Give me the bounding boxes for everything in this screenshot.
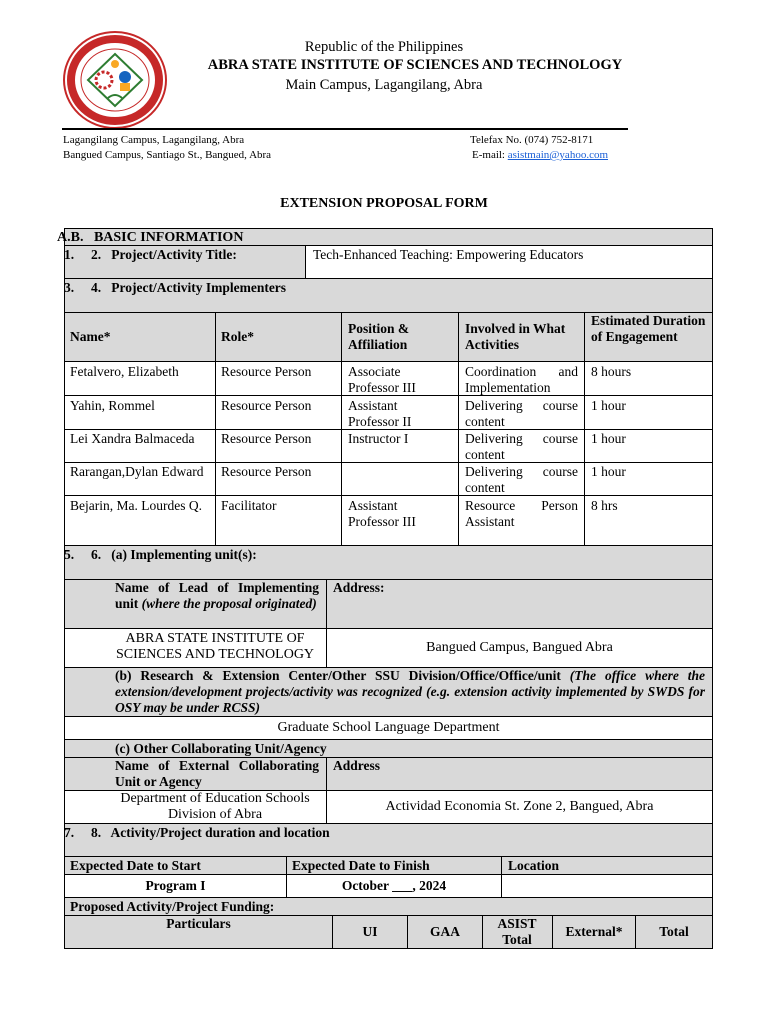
- header-left-address-2: Bangued Campus, Santiago St., Bangued, Abra: [63, 149, 272, 161]
- ext-address-label-cell: [326, 757, 713, 791]
- impl-vline-1: [215, 361, 216, 546]
- header-left-address-1: Lagangilang Campus, Lagangilang, Abra: [63, 134, 245, 146]
- impl-r5-name: Bejarin, Ma. Lourdes Q.: [70, 498, 202, 513]
- ext-label: Name of External Collaborating Unit or Agency: [115, 758, 319, 789]
- impl-header-activities: Involved in What Activities: [465, 321, 566, 352]
- impl-r5-duration: 8 hrs: [591, 498, 618, 513]
- impl-r5-role: Facilitator: [221, 498, 277, 513]
- impl-r1-name: Fetalvero, Elizabeth: [70, 364, 179, 379]
- impl-r3-duration: 1 hour: [591, 431, 626, 446]
- impl-header-position: Position & Affiliation: [348, 321, 410, 352]
- finish-label: Expected Date to Finish: [292, 858, 430, 873]
- funding-h-external: External*: [565, 924, 623, 939]
- location-label: Location: [508, 858, 560, 873]
- lead-label-a: Name of Lead of Implementing unit: [115, 580, 319, 611]
- impl-r1-activities: Coordination and Implementation: [465, 364, 578, 395]
- start-label: Expected Date to Start: [70, 858, 201, 873]
- lead-label-b: (where the proposal originated): [141, 596, 317, 611]
- impl-r4-activities: Delivering course content: [465, 464, 578, 495]
- q5-label: 5. 6. (a) Implementing unit(s):: [64, 547, 257, 562]
- impl-header-name: Name*: [70, 329, 111, 344]
- address-label: Address:: [333, 580, 385, 595]
- b-value: Graduate School Language Department: [277, 720, 500, 735]
- impl-r4-duration: 1 hour: [591, 464, 626, 479]
- funding-h-gaa: GAA: [430, 924, 460, 939]
- ext-address-value: Actividad Economia St. Zone 2, Bangued, Abra: [385, 799, 654, 814]
- impl-header-duration: Estimated Duration of Engagement: [591, 313, 706, 344]
- impl-r3-name: Lei Xandra Balmaceda: [70, 431, 195, 446]
- impl-r5-activities: Resource Person Assistant: [465, 498, 578, 529]
- finish-value: October ___, 2024: [341, 878, 447, 893]
- funding-h-particulars: Particulars: [166, 916, 231, 931]
- impl-r2-duration: 1 hour: [591, 398, 626, 413]
- b-label-b: (The office where the extension/development projects/activity was recognized (e.g. extension activity implemented by SWDS for OSY may be under RCSS): [115, 668, 705, 715]
- impl-r2-activities: Delivering course content: [465, 398, 578, 429]
- impl-header-role: Role*: [221, 329, 254, 344]
- header-rule: [62, 128, 628, 130]
- impl-vline-2: [341, 361, 342, 546]
- impl-r4-name: Rarangan,Dylan Edward: [70, 464, 204, 479]
- impl-r4-role: Resource Person: [221, 464, 312, 479]
- email-label: E-mail:: [472, 149, 508, 161]
- lead-label: [115, 580, 319, 612]
- header-telefax: Telefax No. (074) 752-8171: [470, 134, 594, 146]
- funding-label: Proposed Activity/Project Funding:: [70, 899, 275, 914]
- impl-r2-role: Resource Person: [221, 398, 312, 413]
- impl-r5-position: Assistant Professor III: [348, 498, 416, 529]
- q3-label: 3. 4. Project/Activity Implementers: [64, 280, 287, 295]
- impl-r2-position: Assistant Professor II: [348, 398, 412, 429]
- form-title: EXTENSION PROPOSAL FORM: [280, 196, 488, 211]
- q1-label: 1. 2. Project/Activity Title:: [64, 247, 237, 262]
- project-title-value: Tech-Enhanced Teaching: Empowering Educators: [313, 247, 584, 262]
- header-campus: Main Campus, Lagangilang, Abra: [285, 77, 483, 93]
- ext-address-label: Address: [333, 758, 381, 773]
- q7-label: 7. 8. Activity/Project duration and location: [64, 825, 330, 840]
- start-value: Program I: [145, 878, 206, 893]
- impl-r3-role: Resource Person: [221, 431, 312, 446]
- impl-r1-role: Resource Person: [221, 364, 312, 379]
- email-link[interactable]: asistmain@yahoo.com: [507, 149, 609, 161]
- header-institution: ABRA STATE INSTITUTE OF SCIENCES AND TECHNOLOGY: [207, 57, 623, 73]
- impl-r1-duration: 8 hours: [591, 364, 632, 379]
- c-label: (c) Other Collaborating Unit/Agency: [115, 741, 327, 756]
- b-label-a: (b) Research & Extension Center/Other SSU Division/Office/Office/unit: [115, 668, 570, 683]
- location-value-cell: [501, 874, 713, 898]
- ext-value: Department of Education Schools Division of Abra: [120, 791, 310, 822]
- funding-h-asist: ASIST Total: [497, 916, 537, 947]
- b-label: [115, 668, 705, 716]
- impl-vline-4: [584, 361, 585, 546]
- section-a-heading: A.B. BASIC INFORMATION: [57, 230, 244, 245]
- header-republic: Republic of the Philippines: [304, 39, 464, 55]
- address-value: Bangued Campus, Bangued Abra: [426, 640, 613, 655]
- impl-vline-3: [458, 361, 459, 546]
- impl-r2-name: Yahin, Rommel: [70, 398, 155, 413]
- funding-h-total: Total: [659, 924, 689, 939]
- header-email-line: [472, 149, 608, 161]
- impl-r1-position: Associate Professor III: [348, 364, 416, 395]
- impl-r3-activities: Delivering course content: [465, 431, 578, 462]
- impl-r3-position: Instructor I: [348, 431, 409, 446]
- lead-value: ABRA STATE INSTITUTE OF SCIENCES AND TECHNOLOGY: [115, 631, 315, 662]
- funding-h-ui: UI: [362, 924, 378, 939]
